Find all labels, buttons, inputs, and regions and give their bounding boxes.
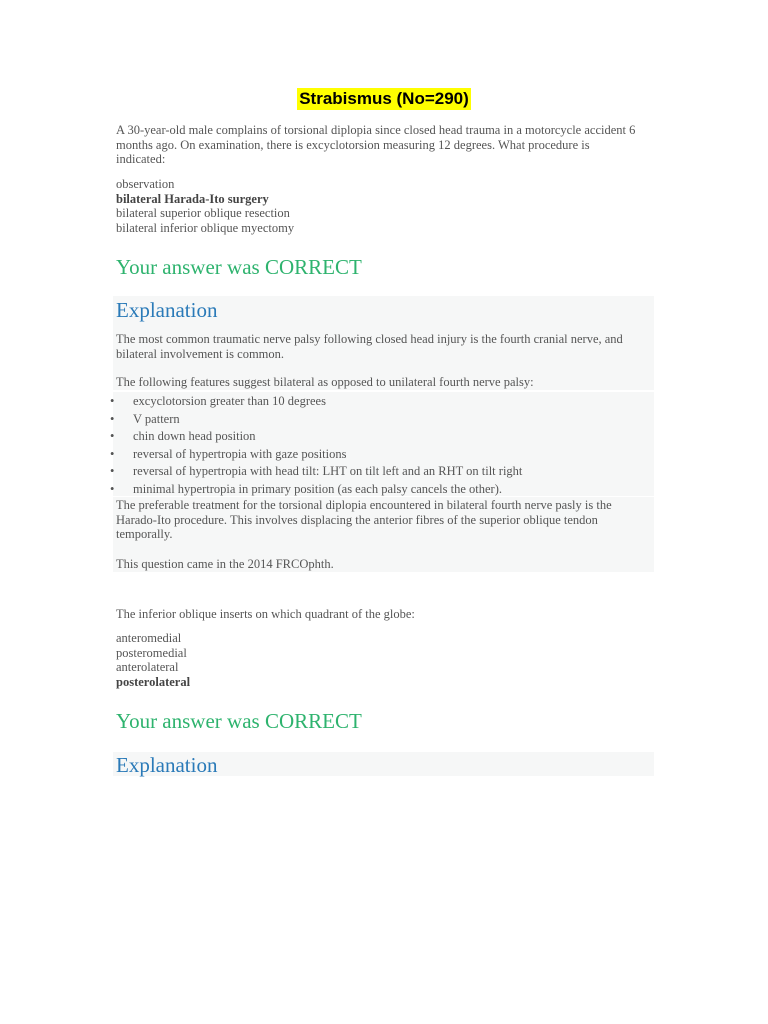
list-item	[110, 481, 650, 499]
question-2-stem: The inferior oblique inserts on which quadrant of the globe:	[116, 607, 415, 621]
list-item	[110, 446, 650, 464]
question-1-explanation-heading: Explanation	[116, 298, 218, 322]
list-item	[110, 393, 650, 411]
bullet-icon: •	[110, 464, 115, 479]
question-1-option: bilateral inferior oblique myectomy	[116, 220, 295, 235]
question-1-option: bilateral superior oblique resection	[116, 206, 290, 221]
question-1-option-selected: bilateral Harada-Ito surgery	[116, 191, 269, 206]
question-2-option: anterolateral	[116, 660, 179, 675]
question-2-explanation-heading: Explanation	[116, 753, 218, 777]
explanation-source-note: This question came in the 2014 FRCOphth.	[116, 557, 334, 571]
explanation-paragraph: The most common traumatic nerve palsy following closed head injury is the fourth cranial nerve, and bilateral involvement is common.	[116, 332, 623, 361]
list-item-text: excyclotorsion greater than 10 degrees	[133, 394, 326, 408]
question-2-option: anteromedial	[116, 631, 182, 645]
list-item	[110, 411, 650, 429]
list-item-text: chin down head position	[133, 429, 256, 444]
list-item	[110, 428, 650, 446]
bullet-icon: •	[110, 446, 115, 461]
explanation-bullet-list	[110, 393, 650, 499]
question-1-option: observation	[116, 177, 175, 191]
bullet-icon: •	[110, 394, 115, 408]
page-title: Strabismus (No=290)	[299, 89, 469, 108]
bullet-icon: •	[110, 481, 115, 496]
explanation-paragraph: The following features suggest bilateral as opposed to unilateral fourth nerve palsy:	[116, 375, 534, 389]
question-2-options	[116, 631, 636, 689]
list-item-text: minimal hypertropia in primary position (as each palsy cancels the other).	[133, 481, 502, 496]
list-item-text: reversal of hypertropia with head tilt: LHT on tilt left and an RHT on tilt right	[133, 464, 523, 479]
explanation-paragraph: The preferable treatment for the torsional diplopia encountered in bilateral fourth nerve pasly is the Harado-Ito procedure. This involves displacing the anterior fibres of the superior oblique tendon temporally.	[116, 498, 612, 542]
bullet-icon: •	[110, 429, 115, 444]
question-1-options	[116, 177, 636, 235]
question-2-option: posteromedial	[116, 645, 187, 660]
list-item-text: reversal of hypertropia with gaze positions	[133, 446, 347, 461]
question-2-result: Your answer was CORRECT	[116, 709, 362, 733]
question-2-option-selected: posterolateral	[116, 674, 191, 689]
question-1-stem: A 30-year-old male complains of torsional diplopia since closed head trauma in a motorcycle accident 6 months ago. On examination, there is excyclotorsion measuring 12 degrees. What procedure is indicated:	[116, 123, 636, 167]
title-wrap	[0, 88, 768, 110]
bullet-icon: •	[110, 411, 115, 426]
question-1-result: Your answer was CORRECT	[116, 255, 362, 279]
list-item-text: V pattern	[133, 411, 180, 426]
list-item	[110, 463, 650, 481]
